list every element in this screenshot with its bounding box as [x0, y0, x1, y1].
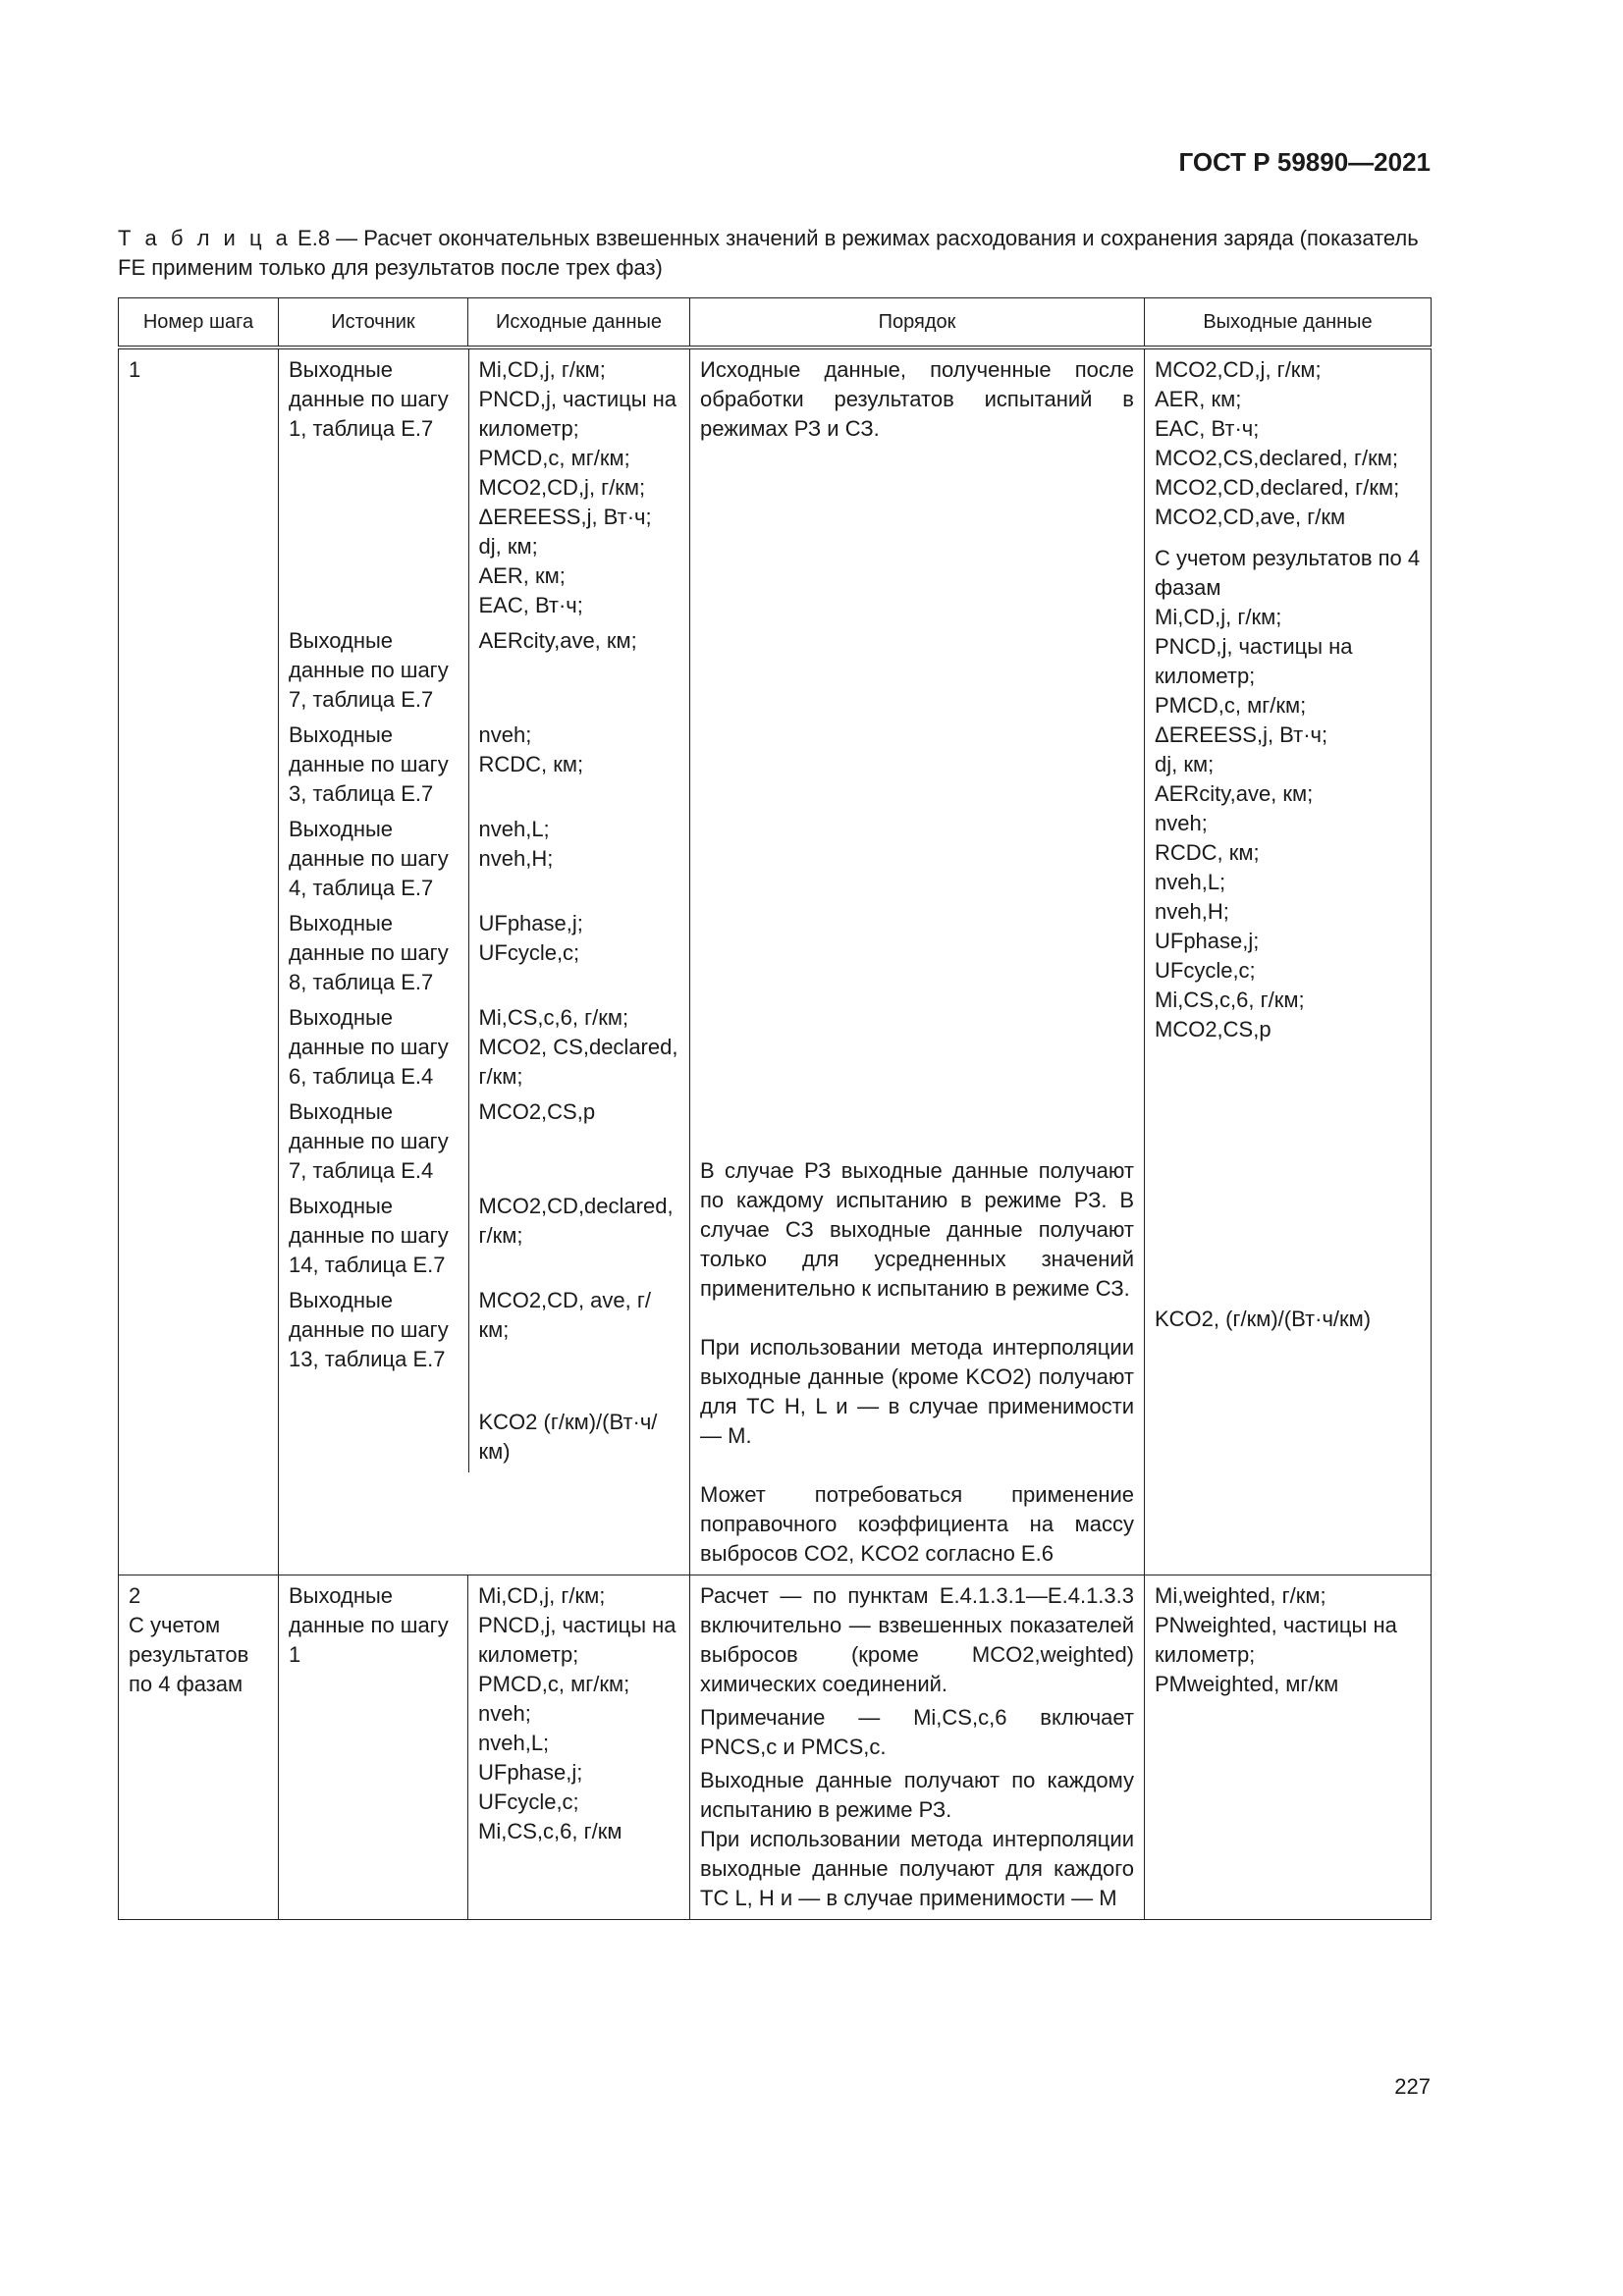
source-input-row: [279, 1190, 690, 1284]
input-data-cell: [468, 813, 690, 907]
outputs-list: [1155, 355, 1421, 532]
outputs-list: [1155, 603, 1421, 1044]
input-data-item: nveh;: [478, 1701, 531, 1726]
source-input-row: [279, 349, 690, 624]
input-data-item: EAC, Вт·ч;: [478, 593, 583, 617]
procedure-cell: [690, 347, 1145, 1575]
source-text: Выходные данные по шагу 13, таблица Е.7: [279, 1284, 468, 1378]
table-row-step-2: [119, 1575, 1432, 1920]
input-data-item: Mi,CS,c,6, г/км;: [478, 1005, 629, 1030]
input-data-item: nveh,L;: [478, 817, 550, 841]
inputs-cell: [468, 1575, 690, 1920]
input-data-item: AER, км;: [478, 563, 566, 588]
col-header-inputs: Исходные данные: [468, 298, 690, 348]
output-data-item: PNCD,j, частицы на километр;: [1155, 634, 1353, 688]
table-header-row: [119, 298, 1432, 348]
source-text: Выходные данные по шагу 8, таблица Е.7: [279, 907, 468, 1001]
caption-text: Е.8 — Расчет окончательных взвешенных значений в режимах расходования и сохранения заряда (показатель FE применим только для результатов после трех фаз): [118, 226, 1419, 280]
step-number: 1: [119, 347, 279, 1575]
input-data-item: PMCD,c, мг/км;: [478, 1672, 630, 1696]
col-header-outputs: Выходные данные: [1145, 298, 1432, 348]
procedure-paragraph: Исходные данные, полученные после обработки результатов испытаний в режимах РЗ и СЗ.: [700, 357, 1134, 441]
source-input-row: [279, 1095, 690, 1190]
output-data-item: nveh,H;: [1155, 899, 1229, 924]
input-data-item: PMCD,c, мг/км;: [478, 446, 630, 470]
inputs-list: [478, 1581, 679, 1846]
source-input-pairs: [279, 349, 689, 1472]
procedure-paragraph: Выходные данные получают по каждому испытанию в режиме РЗ.: [700, 1768, 1134, 1822]
output-data-item: MCO2,CS,declared, г/км;: [1155, 446, 1398, 470]
step-number-cell: [119, 1575, 279, 1920]
col-header-step: Номер шага: [119, 298, 279, 348]
outputs-list: [1155, 1581, 1421, 1699]
source-text: Выходные данные по шагу 1, таблица Е.7: [279, 349, 468, 624]
output-data-item: MCO2,CD,j, г/км;: [1155, 357, 1322, 382]
procedure-note: Примечание — Mi,CS,c,6 включает PNCS,c и PMCS,c.: [700, 1705, 1134, 1759]
source-input-row: [279, 1284, 690, 1378]
source-text: Выходные данные по шагу 7, таблица Е.4: [279, 1095, 468, 1190]
table-caption: [118, 224, 1431, 283]
caption-prefix: Т а б л и ц а: [118, 226, 292, 250]
input-data-cell: [468, 907, 690, 1001]
input-data-item: UFcycle,c;: [478, 1789, 579, 1814]
source-input-row: [279, 907, 690, 1001]
input-data-item: nveh;: [478, 722, 532, 747]
input-data-item: RCDC, км;: [478, 752, 584, 776]
output-data-item: Mi,weighted, г/км;: [1155, 1583, 1326, 1608]
input-data-item: MCO2,CD, ave, г/км;: [478, 1288, 652, 1342]
source-input-cell: [279, 347, 690, 1575]
col-header-source: Источник: [279, 298, 468, 348]
output-data-item: MCO2,CD,ave, г/км: [1155, 505, 1346, 529]
input-data-cell: [468, 1284, 690, 1378]
input-data-item: dj, км;: [478, 534, 538, 559]
document-code: ГОСТ Р 59890—2021: [1178, 147, 1431, 177]
input-data-cell: [468, 719, 690, 813]
output-data-item: RCDC, км;: [1155, 840, 1260, 865]
output-k-co2: KCO2, (г/км)/(Вт·ч/км): [1155, 1307, 1372, 1331]
col-header-procedure: Порядок: [690, 298, 1145, 348]
page-number: 227: [1394, 2074, 1431, 2099]
input-data-item: MCO2,CD,j, г/км;: [478, 475, 646, 500]
output-data-item: nveh,L;: [1155, 870, 1226, 894]
source-input-row: [279, 813, 690, 907]
procedure-cell: [690, 1575, 1145, 1920]
input-data-item: ΔEREESS,j, Вт·ч;: [478, 505, 652, 529]
output-data-item: MCO2,CS,p: [1155, 1017, 1271, 1041]
procedure-paragraph: Расчет — по пунктам Е.4.1.3.1—Е.4.1.3.3 включительно — взвешенных показателей выбросов (кроме MCO2,weighted) химических соединений.: [700, 1583, 1134, 1696]
step-note: С учетом результатов по 4 фазам: [129, 1613, 249, 1696]
source-input-row: [279, 719, 690, 813]
input-data-item: AERcity,ave, км;: [478, 628, 637, 653]
source-text: [279, 1378, 468, 1472]
output-data-item: MCO2,CD,declared, г/км;: [1155, 475, 1400, 500]
output-data-item: UFcycle,c;: [1155, 958, 1256, 983]
procedure-paragraph: При использовании метода интерполяции выходные данные (кроме KCO2) получают для ТС H, L и — в случае применимости — M.: [700, 1335, 1134, 1448]
input-data-cell: [468, 1001, 690, 1095]
output-data-item: dj, км;: [1155, 752, 1215, 776]
source-input-row: [279, 1001, 690, 1095]
input-data-item: PNCD,j, частицы на километр;: [478, 387, 677, 441]
input-data-cell: [468, 624, 690, 719]
output-data-item: PMweighted, мг/км: [1155, 1672, 1339, 1696]
output-data-item: UFphase,j;: [1155, 929, 1260, 953]
output-data-item: Mi,CS,c,6, г/км;: [1155, 988, 1305, 1012]
source-input-row: [279, 1378, 690, 1472]
table-row-step-1: [119, 347, 1432, 1575]
source-input-row: [279, 624, 690, 719]
input-data-item: nveh,H;: [478, 846, 554, 871]
output-data-item: EAC, Вт·ч;: [1155, 416, 1260, 441]
outputs-subtitle: С учетом результатов по 4 фазам: [1155, 546, 1421, 600]
procedure-paragraph: Может потребоваться применение поправочного коэффициента на массу выбросов CO2, KCO2 согласно Е.6: [700, 1482, 1134, 1566]
outputs-cell: [1145, 1575, 1432, 1920]
procedure-paragraph: При использовании метода интерполяции выходные данные получают для каждого ТС L, H и — в случае применимости — M: [700, 1827, 1134, 1910]
input-data-item: UFcycle,c;: [478, 940, 580, 965]
calculation-table: [118, 297, 1432, 1920]
input-data-item: UFphase,j;: [478, 1760, 583, 1785]
source-text: Выходные данные по шагу 6, таблица Е.4: [279, 1001, 468, 1095]
procedure-paragraph: В случае РЗ выходные данные получают по каждому испытанию в режиме РЗ. В случае СЗ выходные данные получают только для усредненных значений применительно к испытанию в режиме СЗ.: [700, 1158, 1134, 1301]
outputs-cell: [1145, 347, 1432, 1575]
output-data-item: AERcity,ave, км;: [1155, 781, 1314, 806]
source-text: Выходные данные по шагу 14, таблица Е.7: [279, 1190, 468, 1284]
output-data-item: nveh;: [1155, 811, 1208, 835]
input-data-item: MCO2, CS,declared, г/км;: [478, 1035, 678, 1089]
output-data-item: PNweighted, частицы на километр;: [1155, 1613, 1397, 1667]
input-data-cell: [468, 1095, 690, 1190]
input-data-item: nveh,L;: [478, 1731, 550, 1755]
source-text: Выходные данные по шагу 4, таблица Е.7: [279, 813, 468, 907]
input-data-item: UFphase,j;: [478, 911, 583, 935]
output-data-item: Mi,CD,j, г/км;: [1155, 605, 1282, 629]
output-data-item: PMCD,c, мг/км;: [1155, 693, 1307, 718]
input-data-cell: [468, 349, 690, 624]
source-text: Выходные данные по шагу 7, таблица Е.7: [279, 624, 468, 719]
input-data-item: Mi,CD,j, г/км;: [478, 357, 606, 382]
input-k-co2: KCO2 (г/км)/(Вт·ч/км): [478, 1410, 658, 1464]
input-data-item: MCO2,CD,declared, г/км;: [478, 1194, 674, 1248]
source-cell: Выходные данные по шагу 1: [279, 1575, 468, 1920]
input-data-item: Mi,CD,j, г/км;: [478, 1583, 606, 1608]
output-data-item: AER, км;: [1155, 387, 1242, 411]
input-data-item: Mi,CS,c,6, г/км: [478, 1819, 622, 1843]
input-data-cell: [468, 1190, 690, 1284]
output-data-item: ΔEREESS,j, Вт·ч;: [1155, 722, 1328, 747]
input-data-item: MCO2,CS,p: [478, 1099, 596, 1124]
source-text: Выходные данные по шагу 3, таблица Е.7: [279, 719, 468, 813]
step-number: 2: [129, 1583, 141, 1608]
input-data-item: PNCD,j, частицы на километр;: [478, 1613, 676, 1667]
pairs-table: [279, 349, 690, 1472]
